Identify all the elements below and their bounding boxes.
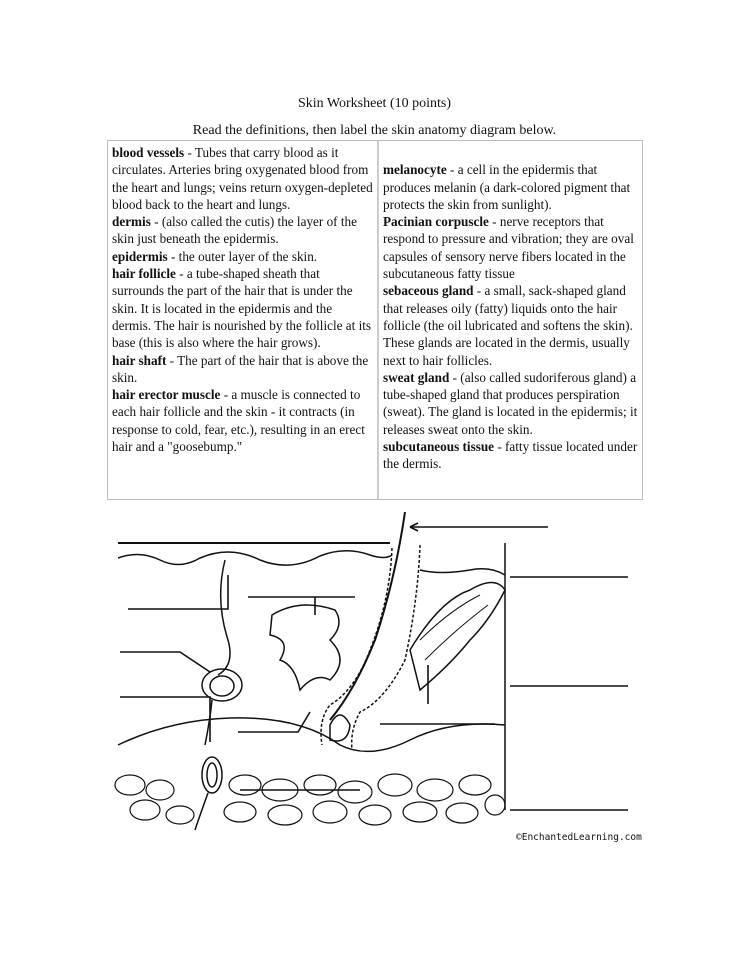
term: dermis [112, 214, 151, 230]
instructions: Read the definitions, then label the skin anatomy diagram below. [192, 123, 557, 138]
term: hair follicle [112, 266, 176, 282]
term: Pacinian corpuscle [383, 214, 489, 230]
definition: - nerve receptors that respond to pressure and vibration; they are oval capsules of sensory nerve fibers located in the subcutaneous fatty tissue [383, 214, 634, 282]
subcutaneous-fat [115, 774, 505, 825]
definition-item [383, 214, 634, 281]
definition-item [112, 214, 357, 246]
definition: - a cell in the epidermis that produces melanin (a dark-colored pigment that protects the skin from sunlight). [383, 162, 631, 212]
definition-item [112, 353, 368, 385]
definition-item [112, 387, 365, 454]
label-lines[interactable] [120, 523, 628, 810]
dermis-boundary [118, 718, 505, 752]
term: subcutaneous tissue [383, 439, 495, 455]
definitions-left-column [108, 141, 379, 499]
epidermis-layer [118, 543, 505, 810]
definition: - a small, sack-shaped gland that releases oily (fatty) liquids onto the hair follicle (the oil lubricated and softens the skin). These glands are located in the dermis, usually next to hair follicles. [383, 283, 633, 368]
skin-anatomy-diagram [100, 505, 660, 850]
page-title: Skin Worksheet (10 points) [298, 96, 451, 111]
definition-item [383, 370, 637, 437]
definition: - The part of the hair that is above the skin. [112, 352, 369, 385]
definition-item [112, 266, 371, 350]
term: epidermis [112, 248, 168, 264]
definition: - Tubes that carry blood as it circulates. Arteries bring oxygenated blood from the heart and lungs; veins return oxygen-depleted blood back to the heart and lungs. [112, 145, 373, 212]
definition: - the outer layer of the skin. [167, 248, 318, 264]
definition-item [383, 439, 637, 471]
term: hair erector muscle [112, 387, 221, 403]
definitions-right-column [379, 141, 642, 499]
term: sweat gland [383, 369, 450, 385]
hair-follicle [321, 512, 420, 750]
definitions-table [107, 140, 643, 500]
definition: - (also called the cutis) the layer of the skin just beneath the epidermis. [112, 214, 357, 247]
pacinian-corpuscle [195, 757, 222, 830]
term: sebaceous gland [383, 283, 474, 299]
definition-item [112, 145, 373, 212]
definition-item [112, 249, 317, 264]
definition-item [383, 283, 633, 367]
definition: - a tube-shaped sheath that surrounds the part of the hair that is under the skin. It is located in the epidermis and the dermis. The hair is nourished by the follicle at its base (this is also where the hair grows). [112, 266, 372, 351]
definition: - a muscle is connected to each hair follicle and the skin - it contracts (in response to cold, fear, etc.), resulting in an erect hair and a "goosebump." [112, 387, 365, 455]
term: blood vessels [112, 145, 185, 160]
copyright-credit: ©EnchantedLearning.com [516, 832, 642, 843]
sebaceous-gland [270, 605, 340, 690]
term: melanocyte [383, 162, 447, 178]
term: hair shaft [112, 352, 167, 368]
definition: - (also called sudoriferous gland) a tube-shaped gland that produces perspiration (sweat). The gland is located in the epidermis; it releases sweat onto the skin. [383, 369, 638, 437]
definition: - fatty tissue located under the dermis. [383, 439, 638, 472]
definition-item [383, 162, 630, 212]
